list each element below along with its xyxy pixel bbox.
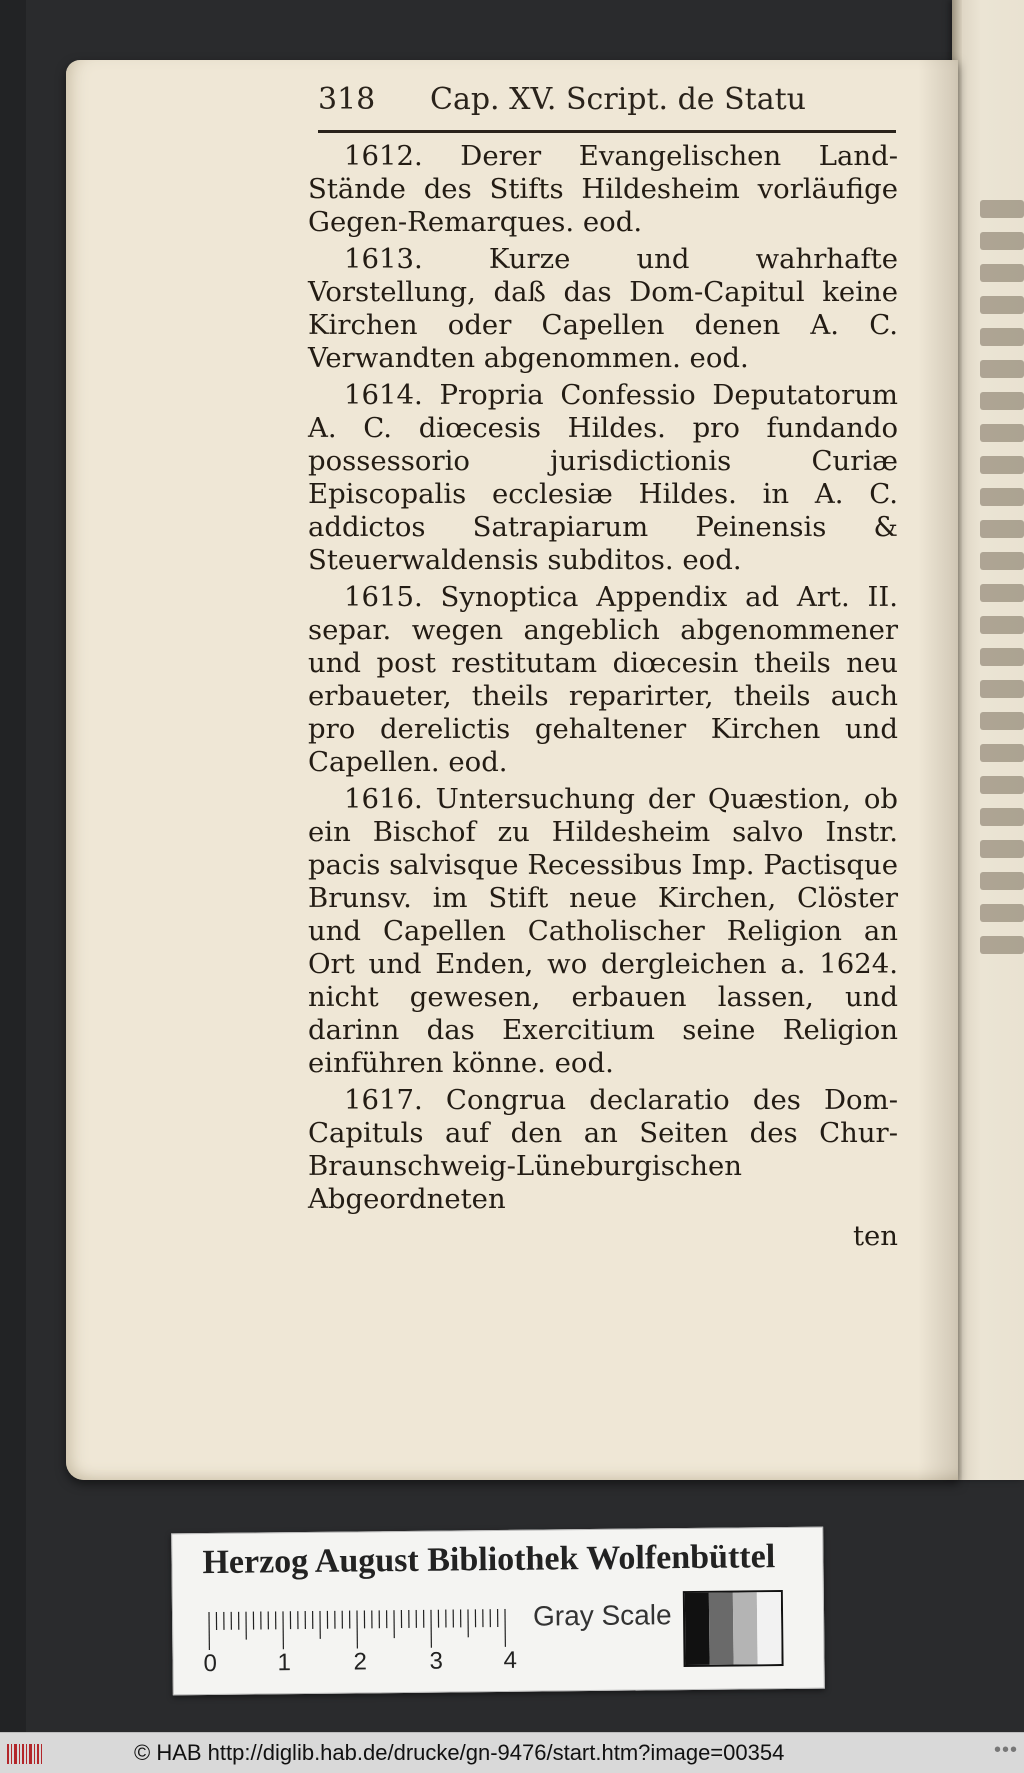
gray-scale-swatches — [683, 1590, 784, 1667]
entry-1612: 1612. Derer Evangelischen Land-Stände des Stifts Hildesheim vorläufige Gegen-Remarques. eod. — [308, 140, 898, 239]
entry-1616: 1616. Untersuchung der Quæstion, ob ein Bischof zu Hildesheim salvo Instr. pacis salvisque Recessibus Imp. Pactisque Brunsv. im Stift neue Kirchen, Clöster und Capellen Catholischer Religion an Ort und Enden, wo dergleichen a. 1624. nicht gewesen, erbauen lassen, und darinn das Exercitium seine Religion einführen könne. eod. — [308, 783, 898, 1080]
page-number: 318 — [318, 82, 375, 117]
page-body — [308, 140, 898, 1253]
ruler-labels — [203, 1647, 533, 1680]
running-head-title: Cap. XV. Script. de Statu — [430, 82, 806, 117]
left-edge — [0, 0, 26, 1732]
swatch-dark-gray — [709, 1593, 734, 1665]
ruler-label-1: 1 — [277, 1649, 291, 1677]
ruler-label-2: 2 — [353, 1648, 367, 1676]
entry-1613: 1613. Kurze und wahrhafte Vorstellung, daß das Dom-Capitul keine Kirchen oder Capellen denen A. C. Verwandten abgenommen. eod. — [308, 243, 898, 375]
entry-1617: 1617. Congrua declaratio des Dom-Capituls auf den an Seiten des Chur-Braunschweig-Lüneburgischen Abgeordneten — [308, 1084, 898, 1216]
ruler-label-4: 4 — [503, 1647, 517, 1675]
ruler-label-3: 3 — [429, 1648, 443, 1676]
ruler-ticks — [207, 1609, 507, 1652]
color-scale-target — [171, 1527, 825, 1696]
entry-1614: 1614. Propria Confessio Deputatorum A. C. diœcesis Hildes. pro fundando possessorio jurisdictionis Curiæ Episcopalis ecclesiæ Hildes. in A. C. addictos Satrapiarum Peinensis & Steuerwaldensis subditos. eod. — [308, 379, 898, 577]
footer-bar — [0, 1732, 1024, 1773]
entry-1615: 1615. Synoptica Appendix ad Art. II. separ. wegen angeblich abgenommener und post restitutam diœcesin theils neu erbaueter, theils reparirter, theils auch pro derelictis gehaltener Kirchen und Capellen. eod. — [308, 581, 898, 779]
catchword: ten — [308, 1220, 898, 1253]
swatch-light-gray — [733, 1592, 758, 1664]
facing-page-text-fragments — [980, 200, 1024, 968]
swatch-black — [685, 1593, 710, 1665]
facing-page-edge — [952, 0, 1024, 1480]
header-rule — [318, 130, 896, 133]
barcode-logo-icon — [6, 1741, 46, 1767]
source-link[interactable]: © HAB http://diglib.hab.de/drucke/gn-9476/start.htm?image=00354 — [134, 1740, 784, 1766]
swatch-white — [757, 1592, 782, 1664]
gray-scale-label: Gray Scale — [533, 1599, 672, 1632]
more-icon[interactable]: ••• — [994, 1739, 1018, 1762]
library-name: Herzog August Bibliothek Wolfenbüttel — [202, 1538, 775, 1582]
ruler-label-0: 0 — [203, 1650, 217, 1678]
ruler — [207, 1609, 507, 1652]
running-head — [318, 82, 892, 124]
